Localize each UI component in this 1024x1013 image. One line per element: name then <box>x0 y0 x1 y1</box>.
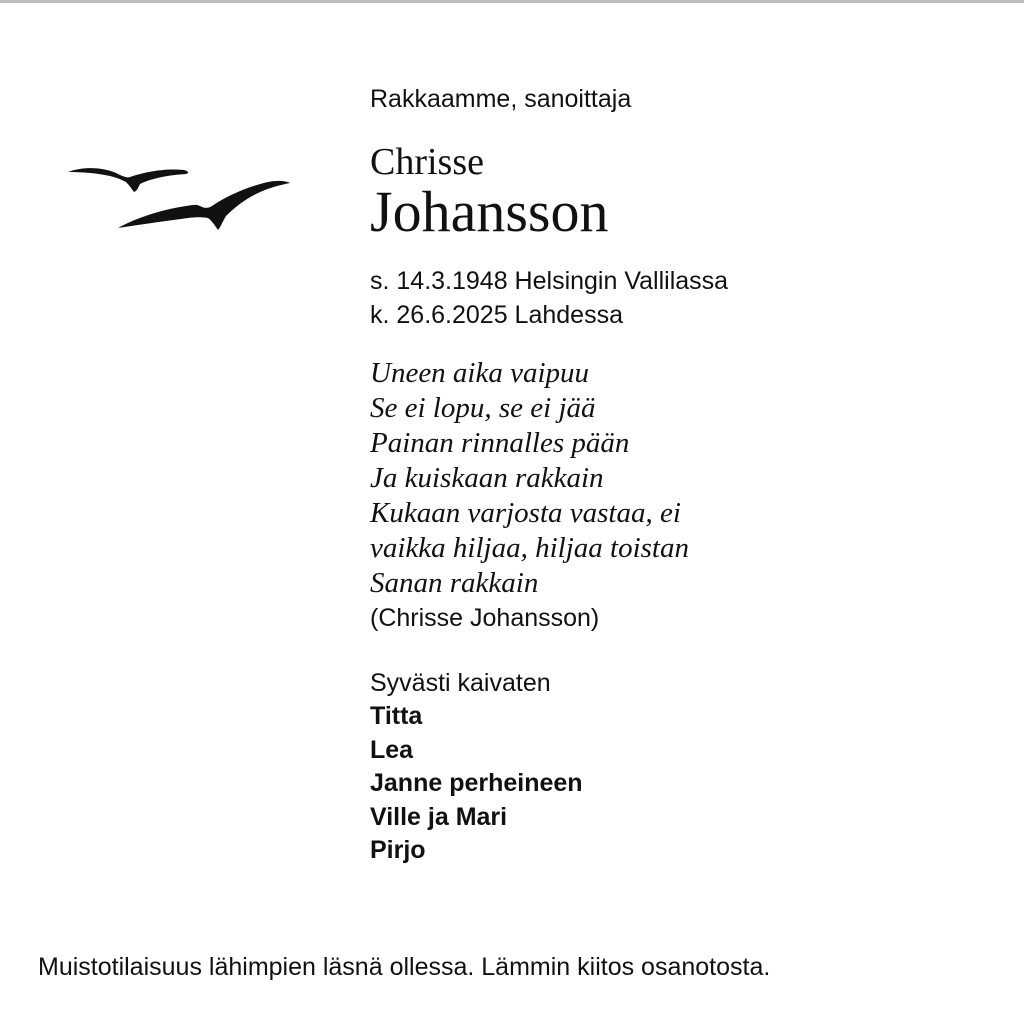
bird-left-icon <box>68 168 188 192</box>
poem-line: Uneen aika vaipuu <box>370 357 590 389</box>
poem-line: Painan rinnalles pään <box>370 427 630 459</box>
mourner-name: Titta <box>370 702 423 730</box>
footer-note: Muistotilaisuus lähimpien läsnä ollessa. Lämmin kiitos osanotosta. <box>38 953 771 981</box>
mourners-intro: Syvästi kaivaten <box>370 669 551 697</box>
mourner-name: Pirjo <box>370 836 426 864</box>
mourner-name: Janne perheineen <box>370 769 583 797</box>
deceased-last-name: Johansson <box>370 179 609 244</box>
poem-line: Ja kuiskaan rakkain <box>370 462 604 494</box>
poem-line: Se ei lopu, se ei jää <box>370 392 596 424</box>
mourners-list <box>370 700 1000 868</box>
life-dates <box>370 264 1000 332</box>
poem-author: (Chrisse Johansson) <box>370 604 600 632</box>
obituary-content <box>370 82 1000 868</box>
two-flying-birds-icon <box>62 160 297 240</box>
poem-line: vaikka hiljaa, hiljaa toistan <box>370 532 689 564</box>
bird-right-icon <box>118 181 290 230</box>
mourner-name: Lea <box>370 735 414 764</box>
mourner-name: Ville ja Mari <box>370 802 508 831</box>
death-date: k. 26.6.2025 Lahdessa <box>370 301 623 329</box>
birth-date: s. 14.3.1948 Helsingin Vallilassa <box>370 267 729 295</box>
top-divider <box>0 0 1024 3</box>
poem-line: Sanan rakkain <box>370 567 539 599</box>
memorial-poem <box>370 356 1000 636</box>
deceased-first-name: Chrisse <box>370 141 484 183</box>
intro-text: Rakkaamme, sanoittaja <box>370 85 632 113</box>
poem-line: Kukaan varjosta vastaa, ei <box>370 497 681 529</box>
